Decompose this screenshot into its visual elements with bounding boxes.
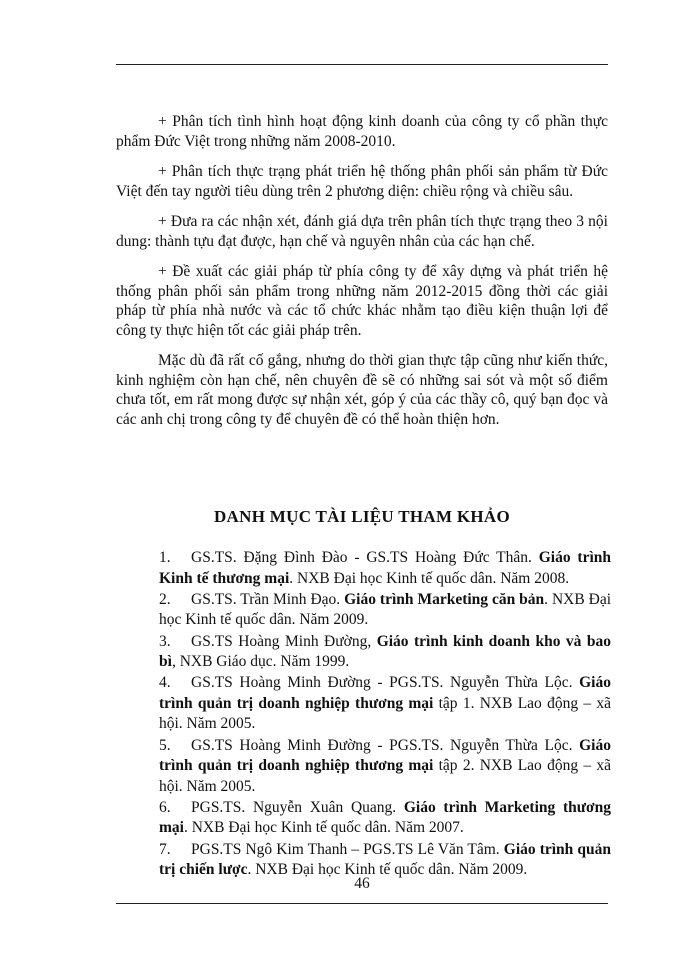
paragraph: + Phân tích thực trạng phát triển hệ thống phân phối sản phẩm từ Đức Việt đến tay người tiêu dùng trên 2 phương diện: chiều rộng và chiều sâu.	[116, 163, 608, 200]
reference-publisher: . NXB Đại học Kinh tế quốc dân. Năm 2009.	[247, 861, 528, 879]
reference-title: Giáo trình quản trị doanh nghiệp thương mại	[159, 674, 611, 712]
reference-item	[159, 673, 611, 735]
reference-authors: GS.TS Hoàng Minh Đường - PGS.TS. Nguyễn Thừa Lộc.	[191, 674, 580, 692]
paragraph: + Phân tích tình hình hoạt động kinh doanh của công ty cổ phần thực phẩm Đức Việt trong những năm 2008-2010.	[116, 113, 608, 150]
references-heading: DANH MỤC TÀI LIỆU THAM KHẢO	[213, 507, 511, 526]
reference-number: 2.	[159, 590, 171, 608]
reference-number: 4.	[159, 674, 171, 692]
reference-publisher: tập 1. NXB Lao động – xã hội. Năm 2005.	[159, 694, 612, 733]
reference-item	[159, 590, 611, 631]
body-text	[116, 112, 608, 440]
reference-title: Giáo trình quản trị doanh nghiệp thương mại	[159, 736, 611, 775]
reference-publisher: . NXB Đại học Kinh tế quốc dân. Năm 2008.	[289, 569, 570, 587]
header-rule	[116, 64, 608, 65]
reference-title: Giáo trình kinh doanh kho và bao bì	[159, 632, 612, 671]
reference-authors: GS.TS. Đặng Đình Đào - GS.TS Hoàng Đức Thân.	[191, 549, 539, 566]
footer-rule	[116, 903, 608, 904]
reference-number: 5.	[159, 736, 171, 754]
reference-item	[159, 736, 611, 798]
reference-title: Giáo trình Marketing thương mại	[159, 798, 611, 837]
reference-publisher: , NXB Giáo dục. Năm 1999.	[171, 653, 350, 671]
reference-title: Giáo trình Kinh tế thương mại	[159, 549, 612, 587]
reference-number: 6.	[159, 798, 171, 816]
reference-title: Giáo trình quản trị chiến lược	[159, 840, 611, 879]
reference-authors: GS.TS Hoàng Minh Đường,	[191, 632, 377, 650]
reference-number: 7.	[159, 840, 171, 858]
reference-authors: GS.TS Hoàng Minh Đường - PGS.TS. Nguyễn Thừa Lộc.	[191, 736, 580, 754]
reference-publisher: tập 2. NXB Lao động – xã hội. Năm 2005.	[159, 757, 612, 795]
reference-publisher: . NXB Đại học Kinh tế quốc dân. Năm 2009.	[159, 590, 612, 629]
reference-item	[159, 798, 611, 839]
reference-publisher: . NXB Đại học Kinh tế quốc dân. Năm 2007.	[183, 819, 464, 837]
paragraph: Mặc dù đã rất cố gắng, nhưng do thời gian thực tập cũng như kiến thức, kinh nghiệm còn hạn chế, nên chuyên đề sẽ có những sai sót và một số điểm chưa tốt, em rất mong được sự nhận xét, góp ý của các thầy cô, quý bạn đọc và các anh chị trong công ty để chuyên đề có thể hoàn thiện hơn.	[116, 352, 608, 428]
reference-list	[159, 548, 611, 882]
reference-title: Giáo trình Marketing căn bản	[344, 590, 545, 608]
reference-authors: GS.TS. Trần Minh Đạo.	[191, 590, 345, 608]
reference-authors: PGS.TS. Nguyễn Xuân Quang.	[191, 798, 404, 816]
paragraph: + Đề xuất các giải pháp từ phía công ty để xây dựng và phát triển hệ thống phân phối sản phẩm trong những năm 2012-2015 đồng thời các giải pháp từ phía nhà nước và các tổ chức khác nhằm tạo điều kiện thuận lợi để công ty thực hiện tốt các giải pháp trên.	[116, 263, 608, 339]
reference-item	[159, 632, 611, 673]
reference-number: 3.	[159, 632, 171, 650]
paragraph: + Đưa ra các nhận xét, đánh giá dựa trên phân tích thực trạng theo 3 nội dung: thành tựu đạt được, hạn chế và nguyên nhân của các hạn chế.	[116, 213, 608, 250]
page-number: 46	[354, 875, 370, 892]
reference-number: 1.	[159, 549, 171, 566]
reference-item	[159, 548, 611, 589]
reference-authors: PGS.TS Ngô Kim Thanh – PGS.TS Lê Văn Tâm.	[191, 840, 504, 858]
